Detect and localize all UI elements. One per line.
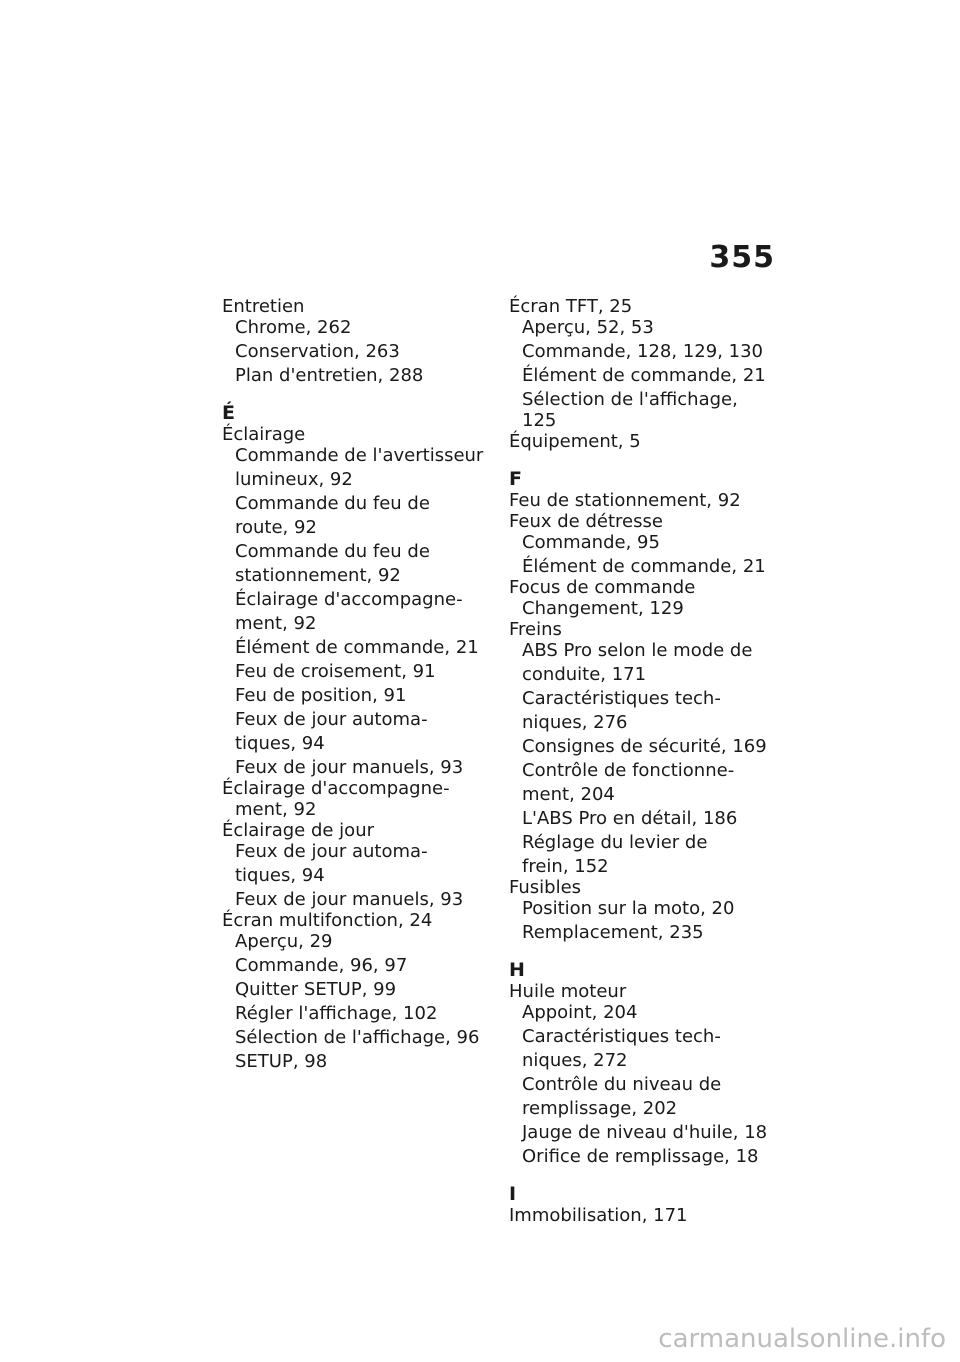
index-column-left bbox=[222, 296, 487, 1072]
index-entry bbox=[222, 820, 487, 910]
index-subentry: Appoint, 204 bbox=[522, 1002, 638, 1023]
section-gap bbox=[509, 1167, 774, 1181]
index-subentry: Feux de jour manuels, 93 bbox=[235, 889, 464, 910]
index-entry bbox=[509, 981, 774, 1167]
index-subentry: niques, 276 bbox=[522, 712, 628, 733]
index-subentry: Changement, 129 bbox=[522, 598, 684, 619]
index-entry bbox=[509, 577, 774, 619]
index-entry bbox=[509, 1205, 774, 1226]
index-entry-term: Fusibles bbox=[509, 877, 582, 898]
index-entry bbox=[509, 490, 774, 511]
index-subentry: L'ABS Pro en détail, 186 bbox=[522, 808, 738, 829]
index-entry bbox=[509, 511, 774, 577]
index-entry-term: Huile moteur bbox=[509, 981, 627, 1002]
index-subentry: remplissage, 202 bbox=[522, 1098, 678, 1119]
index-subentry: niques, 272 bbox=[522, 1050, 628, 1071]
index-entry-term: Feux de détresse bbox=[509, 511, 663, 532]
index-subentry: Plan d'entretien, 288 bbox=[235, 365, 424, 386]
index-entry-term: Éclairage bbox=[222, 424, 306, 445]
index-entry-term: Freins bbox=[509, 619, 562, 640]
index-subentry: Aperçu, 52, 53 bbox=[522, 317, 654, 338]
index-subentries bbox=[509, 532, 774, 577]
index-subentry: Commande, 95 bbox=[522, 532, 660, 553]
index-entry bbox=[509, 619, 774, 877]
index-entry-term: Écran multifonction, 24 bbox=[222, 910, 433, 931]
index-entry bbox=[509, 431, 774, 452]
index-subentry: Commande, 96, 97 bbox=[235, 955, 408, 976]
index-subentry: conduite, 171 bbox=[522, 664, 647, 685]
index-subentries bbox=[222, 317, 487, 386]
index-entry bbox=[509, 877, 774, 943]
index-subentry: Consignes de sécurité, 169 bbox=[522, 736, 767, 757]
index-subentry: SETUP, 98 bbox=[235, 1051, 328, 1072]
index-subentry: Feu de croisement, 91 bbox=[235, 661, 436, 682]
watermark-brand: carmanualsonline.info bbox=[658, 1324, 946, 1354]
index-entry bbox=[222, 778, 487, 820]
index-subentry: ment, 92 bbox=[235, 799, 317, 820]
index-subentries bbox=[509, 317, 774, 431]
index-subentry: Feux de jour manuels, 93 bbox=[235, 757, 464, 778]
page-number: 355 bbox=[709, 240, 775, 275]
index-entry bbox=[222, 296, 487, 386]
index-section-letter: I bbox=[509, 1183, 517, 1205]
index-subentry: tiques, 94 bbox=[235, 733, 325, 754]
section-gap bbox=[222, 386, 487, 400]
index-subentry: Éclairage d'accompagne- bbox=[235, 589, 463, 610]
index-subentry: tiques, 94 bbox=[235, 865, 325, 886]
index-subentry: frein, 152 bbox=[522, 856, 609, 877]
index-subentry: Remplacement, 235 bbox=[522, 922, 704, 943]
index-subentry: ment, 92 bbox=[235, 613, 317, 634]
index-subentry: Feux de jour automa- bbox=[235, 841, 428, 862]
index-subentry: Sélection de l'affichage, 125 bbox=[522, 389, 738, 431]
index-subentry: Aperçu, 29 bbox=[235, 931, 333, 952]
index-entry-term: Immobilisation, 171 bbox=[509, 1205, 688, 1226]
index-subentry: Réglage du levier de bbox=[522, 832, 708, 853]
index-column-right bbox=[509, 296, 774, 1226]
index-subentry: Caractéristiques tech- bbox=[522, 1026, 721, 1047]
index-subentry: ABS Pro selon le mode de bbox=[522, 640, 753, 661]
index-subentry: Élément de commande, 21 bbox=[522, 365, 766, 386]
index-subentry: Élément de commande, 21 bbox=[235, 637, 479, 658]
index-entry-term: Éclairage d'accompagne- bbox=[222, 778, 450, 799]
index-subentry: Orifice de remplissage, 18 bbox=[522, 1146, 759, 1167]
index-subentry: Commande du feu de bbox=[235, 493, 430, 514]
index-entry-term: Éclairage de jour bbox=[222, 820, 374, 841]
index-subentries bbox=[222, 931, 487, 1072]
index-entry bbox=[509, 296, 774, 431]
index-subentry: Commande du feu de bbox=[235, 541, 430, 562]
index-subentry: Caractéristiques tech- bbox=[522, 688, 721, 709]
index-entry-term: Écran TFT, 25 bbox=[509, 296, 633, 317]
index-section-letter: H bbox=[509, 959, 525, 981]
index-subentries bbox=[222, 445, 487, 778]
index-subentry: Élément de commande, 21 bbox=[522, 556, 766, 577]
index-subentry: Jauge de niveau d'huile, 18 bbox=[522, 1122, 768, 1143]
index-subentry: Régler l'affichage, 102 bbox=[235, 1003, 438, 1024]
index-section-letter: F bbox=[509, 468, 522, 490]
index-subentries bbox=[509, 1002, 774, 1167]
index-entry bbox=[222, 910, 487, 1072]
index-subentry: route, 92 bbox=[235, 517, 317, 538]
index-entry-term: Focus de commande bbox=[509, 577, 696, 598]
index-subentry: Feux de jour automa- bbox=[235, 709, 428, 730]
index-section-letter: É bbox=[222, 402, 235, 424]
index-entry-term: Entretien bbox=[222, 296, 305, 317]
index-subentry: Sélection de l'affichage, 96 bbox=[235, 1027, 480, 1048]
index-subentry: Contrôle du niveau de bbox=[522, 1074, 722, 1095]
index-subentry: Quitter SETUP, 99 bbox=[235, 979, 397, 1000]
index-subentry: Conservation, 263 bbox=[235, 341, 400, 362]
index-subentry: Feu de position, 91 bbox=[235, 685, 407, 706]
index-subentry: ment, 204 bbox=[522, 784, 615, 805]
index-subentries bbox=[509, 640, 774, 877]
index-subentry: Commande de l'avertisseur bbox=[235, 445, 484, 466]
index-subentries bbox=[509, 598, 774, 619]
index-subentry: Contrôle de fonctionne- bbox=[522, 760, 735, 781]
index-entry bbox=[222, 424, 487, 778]
section-gap bbox=[509, 943, 774, 957]
section-gap bbox=[509, 452, 774, 466]
index-subentry: stationnement, 92 bbox=[235, 565, 401, 586]
index-entry-term: Feu de stationnement, 92 bbox=[509, 490, 741, 511]
index-subentry: Position sur la moto, 20 bbox=[522, 898, 735, 919]
index-entry-term: Équipement, 5 bbox=[509, 431, 641, 452]
index-subentry: lumineux, 92 bbox=[235, 469, 353, 490]
index-subentries bbox=[222, 799, 487, 820]
index-subentry: Commande, 128, 129, 130 bbox=[522, 341, 763, 362]
index-subentries bbox=[509, 898, 774, 943]
index-subentry: Chrome, 262 bbox=[235, 317, 352, 338]
index-subentries bbox=[222, 841, 487, 910]
